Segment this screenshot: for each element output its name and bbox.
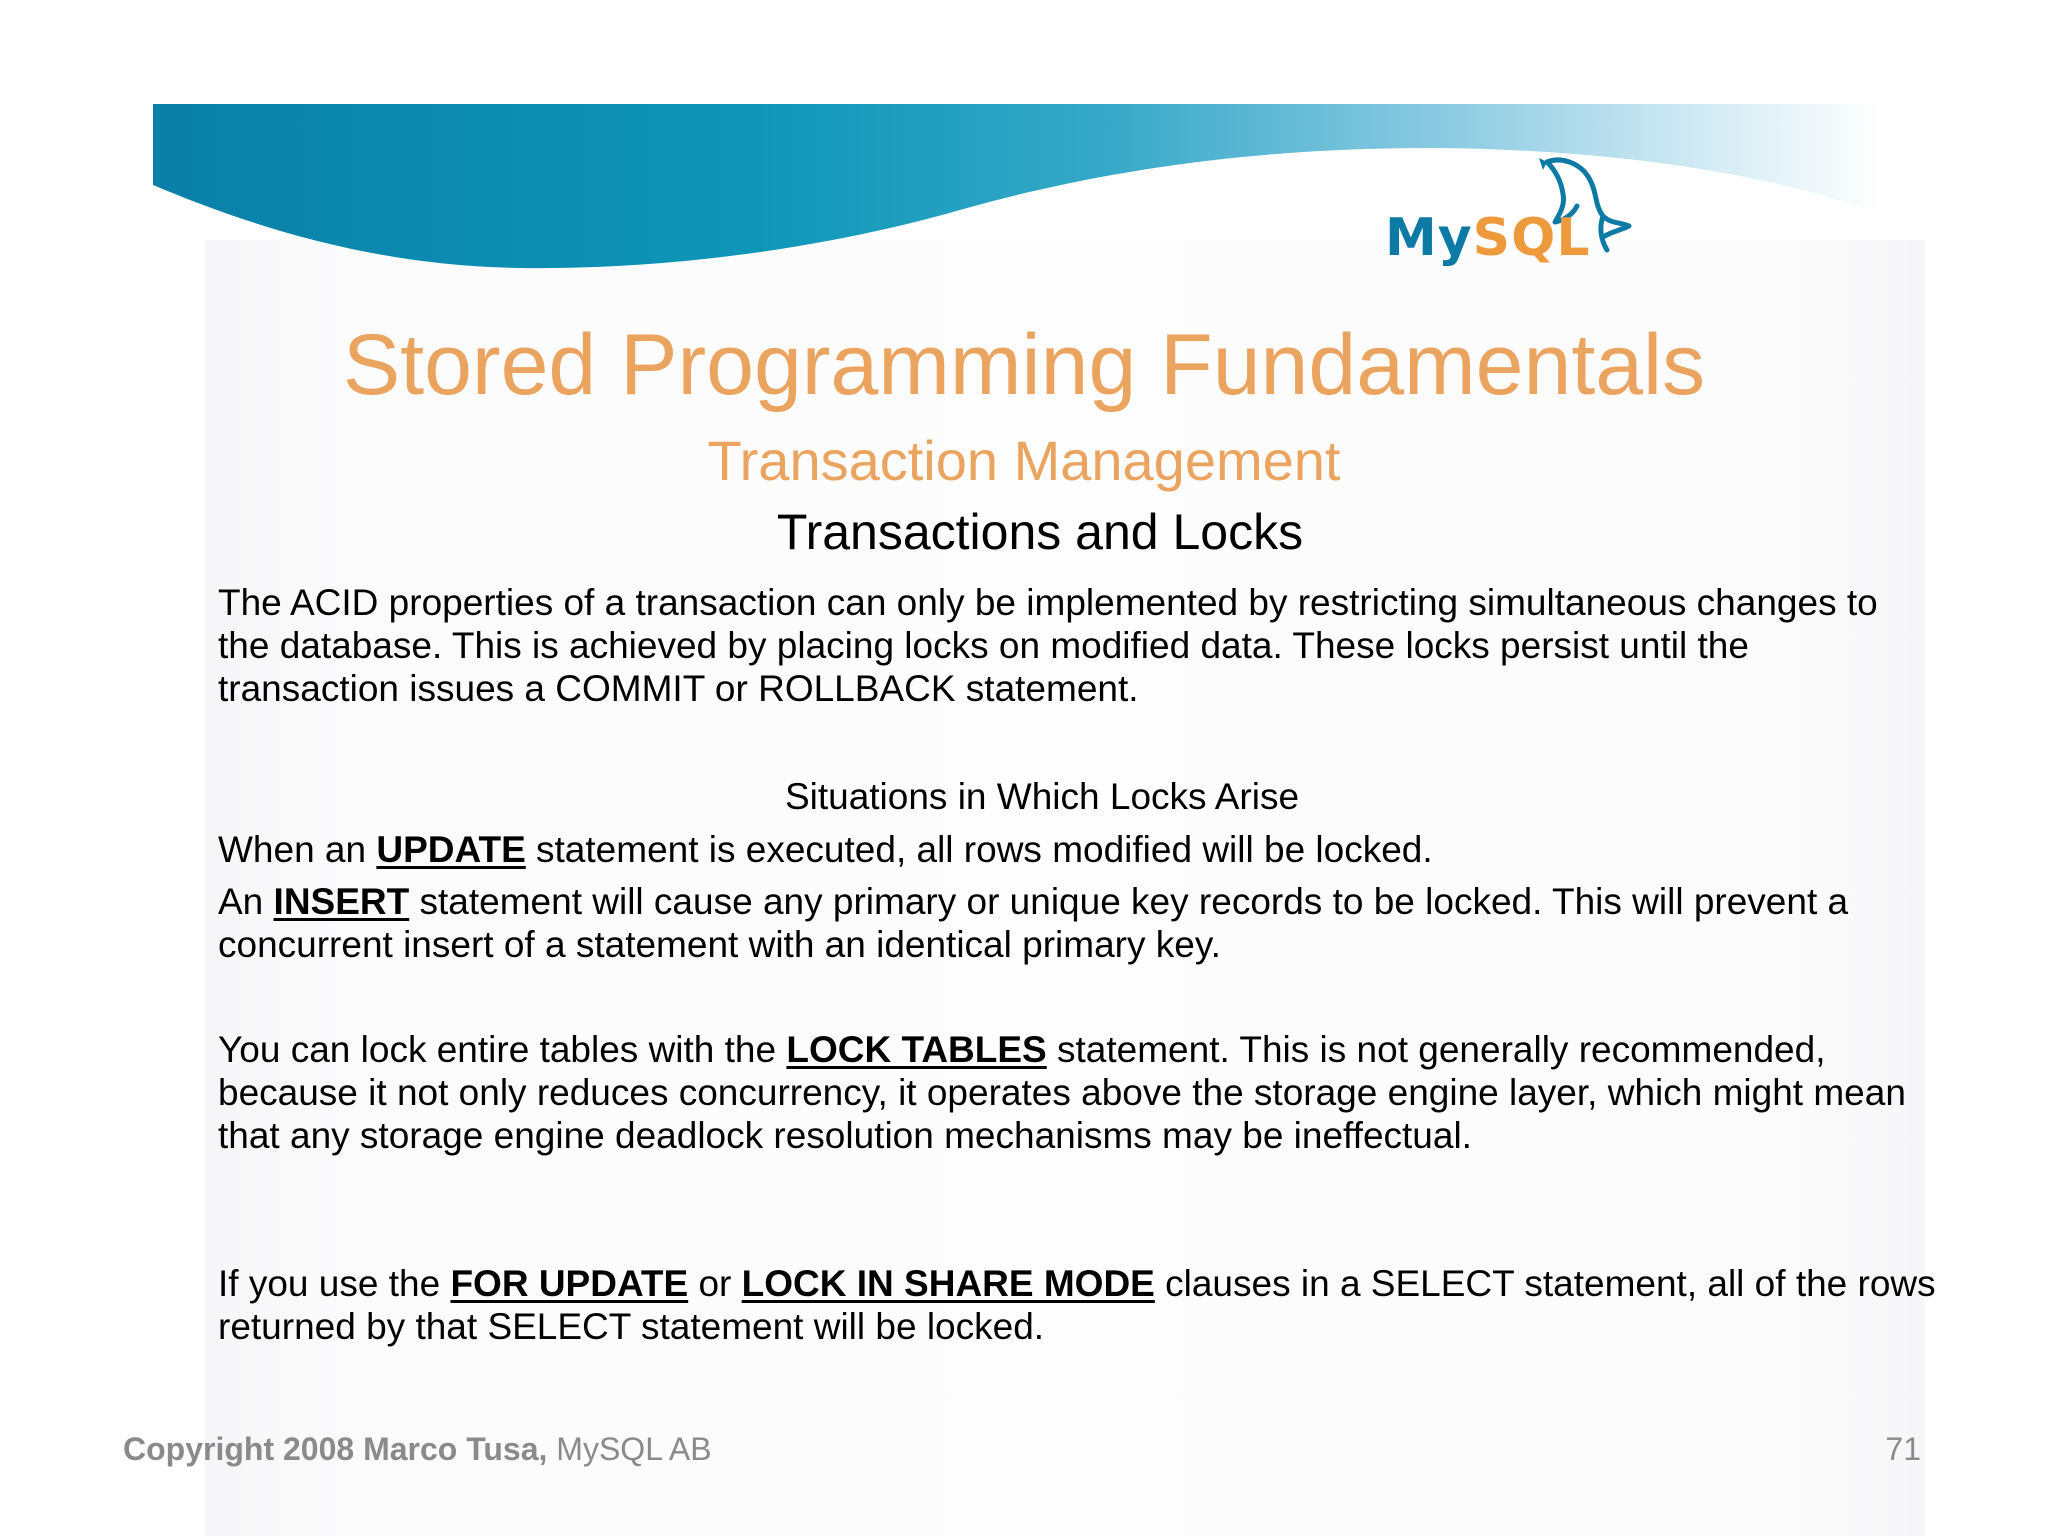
select-text-after: clauses in a SELECT statement, all of the rows returned by that SELECT statement will be locked. xyxy=(218,1263,1936,1347)
select-locking-paragraph xyxy=(218,1262,1938,1348)
update-paragraph xyxy=(218,828,1938,871)
header-wave-banner xyxy=(0,0,2048,300)
lock-tables-keyword: LOCK TABLES xyxy=(786,1029,1047,1070)
insert-paragraph xyxy=(218,880,1938,966)
lock-tables-text-after: statement. This is not generally recommended, because it not only reduces concurrency, it operates above the storage engine layer, which might mean that any storage engine deadlock resolution mechanisms may be ineffectual. xyxy=(218,1029,1906,1156)
slide-title: Stored Programming Fundamentals xyxy=(342,317,1706,413)
intro-paragraph: The ACID properties of a transaction can only be implemented by restricting simultaneous changes to the database. This is achieved by placing locks on modified data. These locks persist until the transaction issues a COMMIT or ROLLBACK statement. xyxy=(218,582,1878,709)
situations-heading: Situations in Which Locks Arise xyxy=(784,776,1300,817)
insert-text-after: statement will cause any primary or unique key records to be locked. This will prevent a concurrent insert of a statement with an identical primary key. xyxy=(218,881,1849,965)
slide-subtitle: Transaction Management xyxy=(707,429,1341,492)
for-update-keyword: FOR UPDATE xyxy=(450,1263,689,1304)
lock-tables-text-before: You can lock entire tables with the xyxy=(218,1029,787,1070)
select-text-before: If you use the xyxy=(218,1263,451,1304)
company-text: MySQL AB xyxy=(556,1431,712,1467)
select-text-middle: or xyxy=(688,1263,742,1304)
logo-sql: SQL xyxy=(1472,208,1591,268)
insert-keyword: INSERT xyxy=(273,881,410,922)
update-text-before: When an xyxy=(218,829,377,870)
footer-copyright xyxy=(123,1430,712,1468)
logo-my: My xyxy=(1385,208,1473,268)
logo-wordmark xyxy=(1385,208,1591,268)
update-text-after: statement is executed, all rows modified will be locked. xyxy=(525,829,1433,870)
mysql-logo xyxy=(1385,150,1635,280)
copyright-text: Copyright 2008 Marco Tusa, xyxy=(123,1431,548,1467)
insert-text-before: An xyxy=(218,881,274,922)
lock-in-share-mode-keyword: LOCK IN SHARE MODE xyxy=(741,1263,1155,1304)
lock-tables-paragraph xyxy=(218,1028,1938,1157)
page-number: 71 xyxy=(1885,1431,1921,1467)
update-keyword: UPDATE xyxy=(376,829,526,870)
section-heading: Transactions and Locks xyxy=(776,504,1304,560)
